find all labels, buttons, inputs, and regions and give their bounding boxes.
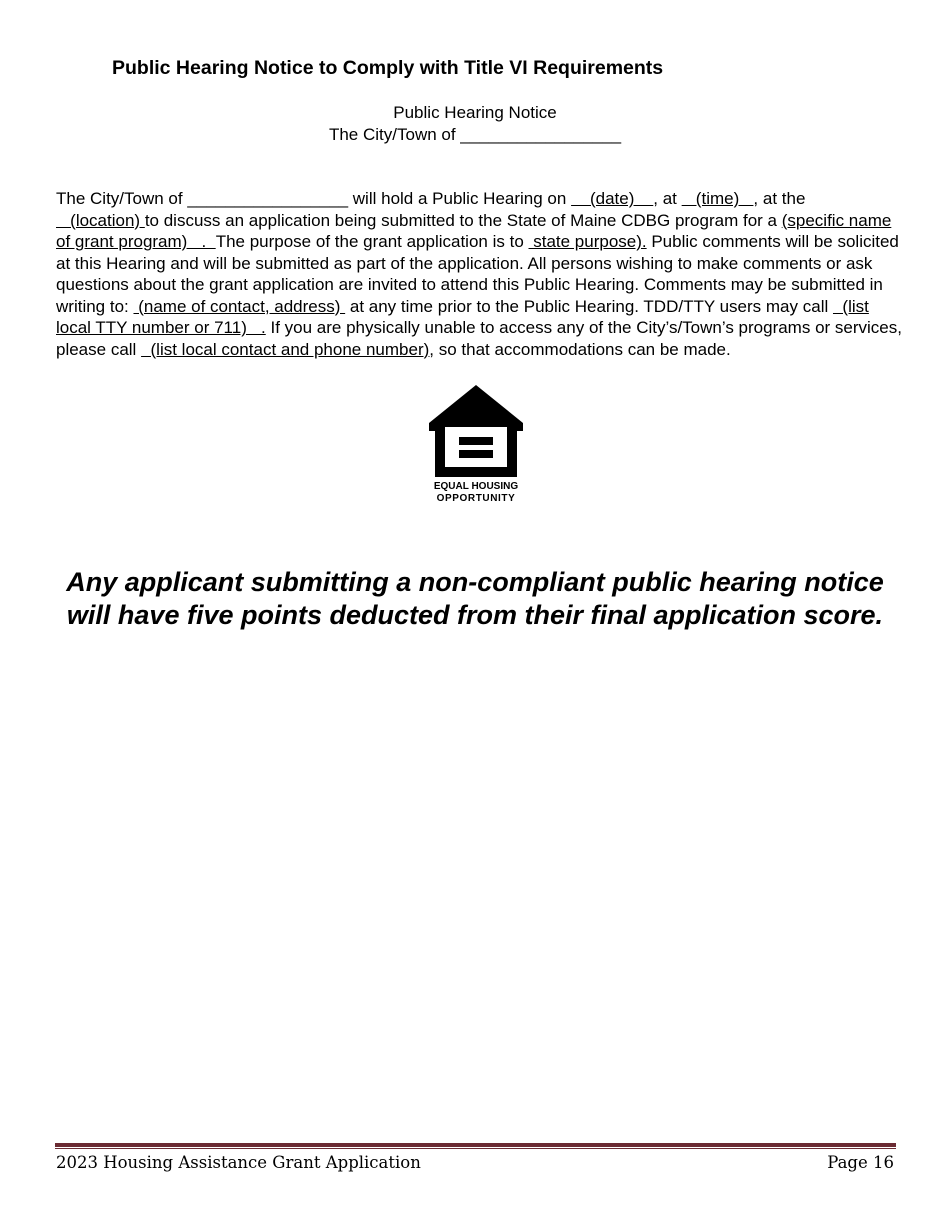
local-contact-placeholder: (list local contact and phone number), bbox=[141, 339, 434, 359]
notice-title: Public Hearing Notice bbox=[393, 103, 557, 122]
purpose-placeholder: state purpose). bbox=[528, 232, 647, 251]
tty-placeholder: (list local TTY number or 711) . bbox=[56, 296, 869, 337]
footer-rule-thin bbox=[55, 1148, 896, 1149]
location-placeholder: (location) bbox=[56, 210, 145, 230]
page-number: Page 16 bbox=[827, 1153, 894, 1172]
footer-rule bbox=[55, 1143, 896, 1147]
notice-body bbox=[56, 188, 906, 360]
body-text-4: to discuss an application being submitted to the State of Maine CDBG program for a bbox=[144, 210, 782, 230]
deduction-warning: Any applicant submitting a non-compliant public hearing notice will have five points deducted from their final application score. bbox=[66, 567, 884, 630]
footer-title: 2023 Housing Assistance Grant Application bbox=[56, 1153, 421, 1172]
equal-housing-house-icon bbox=[429, 385, 523, 477]
body-text-9: so that accommodations can be made. bbox=[434, 339, 731, 359]
contact-placeholder: (name of contact, address) bbox=[133, 296, 346, 316]
logo-text-line2: OPPORTUNITY bbox=[436, 493, 516, 504]
body-text-7: at any time prior to the Public Hearing. TDD/TTY users may call bbox=[345, 296, 833, 316]
equal-housing-logo bbox=[426, 383, 526, 507]
logo-text-line1: EQUAL HOUSING bbox=[433, 481, 519, 492]
program-placeholder: (specific name of grant program) . bbox=[56, 210, 892, 251]
page-heading: Public Hearing Notice to Comply with Title VI Requirements bbox=[112, 57, 664, 79]
date-placeholder: (date) bbox=[571, 189, 654, 208]
time-placeholder: (time) bbox=[681, 189, 754, 208]
body-text-6: Public comments will be solicited at this Hearing and will be submitted as part of the application. All persons wishing to make comments or ask questions about the grant application are invited to attend this Public Hearing. Comments may be submitted in writing to: bbox=[56, 232, 899, 316]
notice-subtitle: The City/Town of _________________ bbox=[328, 125, 622, 144]
body-text-3: , at the bbox=[753, 189, 806, 208]
body-text-2: , at bbox=[653, 189, 682, 208]
body-text-5: The purpose of the grant application is to bbox=[215, 232, 529, 251]
body-text-1: The City/Town of _________________ will hold a Public Hearing on bbox=[56, 189, 572, 208]
body-text-8: If you are physically unable to access any of the City’s/Town’s programs or services, please call bbox=[56, 318, 902, 359]
